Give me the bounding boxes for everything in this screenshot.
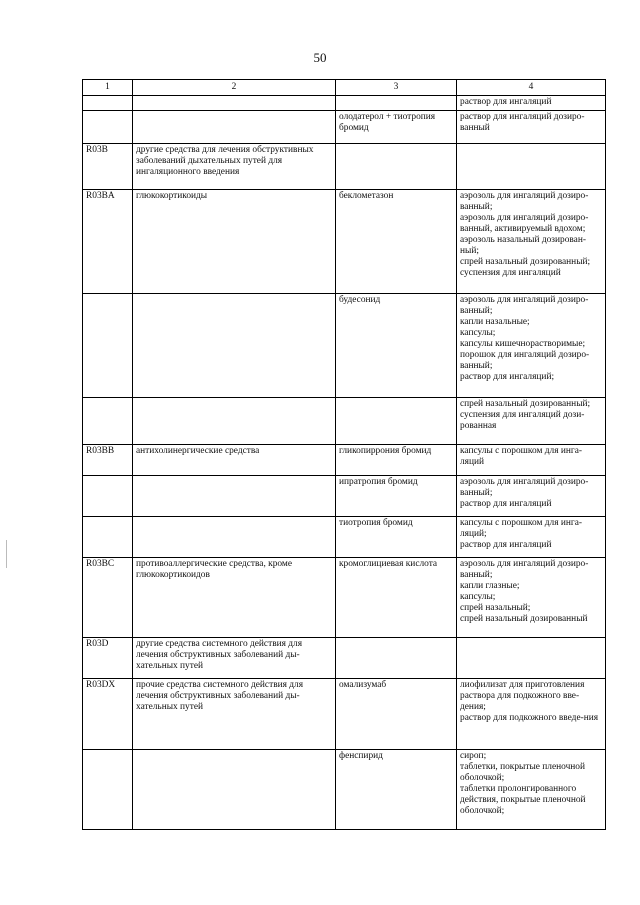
forms-cell <box>457 190 606 294</box>
table-row <box>83 476 606 517</box>
substance-cell <box>336 96 457 111</box>
form-line: капсулы с порошком для инга-ляций <box>460 446 583 467</box>
atc-code-cell <box>83 517 133 558</box>
forms-cell <box>457 111 606 144</box>
form-line: аэрозоль для ингаляций дозиро-ванный, активируемый вдохом; <box>460 213 589 234</box>
atc-code-cell <box>83 294 133 398</box>
atc-code-cell: R03BB <box>83 445 133 476</box>
forms-cell <box>457 558 606 638</box>
form-line: аэрозоль для ингаляций дозиро-ванный; <box>460 477 589 498</box>
column-header: 3 <box>336 80 457 96</box>
forms-cell <box>457 96 606 111</box>
group-cell <box>133 96 336 111</box>
substance-cell: кромоглициевая кислота <box>336 558 457 638</box>
forms-cell <box>457 750 606 830</box>
forms-cell <box>457 445 606 476</box>
group-cell: другие средства системного действия для лечения обструктивных заболеваний ды-хательных путей <box>133 638 336 679</box>
form-line: капли глазные; <box>460 581 520 591</box>
table-row <box>83 190 606 294</box>
form-line: раствор для подкожного введе-ния <box>460 713 599 723</box>
form-line: аэрозоль назальный дозирован-ный; <box>460 235 586 256</box>
column-header: 1 <box>83 80 133 96</box>
group-cell <box>133 476 336 517</box>
form-line: капсулы; <box>460 592 496 602</box>
substance-cell <box>336 638 457 679</box>
group-cell: прочие средства системного действия для лечения обструктивных заболеваний ды-хательных путей <box>133 679 336 750</box>
form-line: суспензия для ингаляций дози-рованная <box>460 410 585 431</box>
form-line: аэрозоль для ингаляций дозиро-ванный; <box>460 295 589 316</box>
table-row <box>83 445 606 476</box>
table-row <box>83 111 606 144</box>
table-row <box>83 638 606 679</box>
form-line: порошок для ингаляций дозиро-ванный; <box>460 350 590 371</box>
substance-cell: будесонид <box>336 294 457 398</box>
substance-cell: гликопиррония бромид <box>336 445 457 476</box>
forms-cell <box>457 294 606 398</box>
group-cell <box>133 517 336 558</box>
column-header: 4 <box>457 80 606 96</box>
table-row <box>83 398 606 445</box>
form-line: раствор для ингаляций дозиро-ванный <box>460 112 585 133</box>
form-line: раствор для ингаляций; <box>460 372 555 382</box>
atc-code-cell <box>83 111 133 144</box>
form-line: спрей назальный дозированный; <box>460 257 591 267</box>
table-row <box>83 750 606 830</box>
forms-cell <box>457 517 606 558</box>
forms-cell <box>457 638 606 679</box>
forms-cell <box>457 679 606 750</box>
atc-code-cell <box>83 476 133 517</box>
substance-cell: фенспирид <box>336 750 457 830</box>
substance-cell: олодатерол + тиотропия бромид <box>336 111 457 144</box>
scan-margin-mark <box>6 540 7 568</box>
form-line: таблетки пролонгированного действия, покрытые пленочной оболочкой; <box>460 784 586 816</box>
table-row <box>83 144 606 190</box>
forms-cell <box>457 398 606 445</box>
atc-code-cell: R03BC <box>83 558 133 638</box>
form-line: капли назальные; <box>460 317 530 327</box>
substance-cell <box>336 398 457 445</box>
atc-code-cell <box>83 96 133 111</box>
group-cell: глюкокортикоиды <box>133 190 336 294</box>
atc-code-cell: R03B <box>83 144 133 190</box>
form-line: раствор для ингаляций <box>460 97 552 107</box>
forms-cell <box>457 144 606 190</box>
drug-table <box>82 79 606 830</box>
table-row <box>83 294 606 398</box>
form-line: спрей назальный дозированный <box>460 614 588 624</box>
page-number: 50 <box>313 50 327 65</box>
column-header: 2 <box>133 80 336 96</box>
table-row <box>83 96 606 111</box>
atc-code-cell <box>83 750 133 830</box>
form-line: спрей назальный дозированный; <box>460 399 591 409</box>
substance-cell: ипратропия бромид <box>336 476 457 517</box>
form-line: сироп; <box>460 751 487 761</box>
group-cell: другие средства для лечения обструктивных заболеваний дыхательных путей для ингаляционного введения <box>133 144 336 190</box>
table-row <box>83 517 606 558</box>
substance-cell <box>336 144 457 190</box>
form-line: аэрозоль для ингаляций дозиро-ванный; <box>460 191 589 212</box>
group-cell: антихолинергические средства <box>133 445 336 476</box>
group-cell <box>133 750 336 830</box>
form-line: спрей назальный; <box>460 603 531 613</box>
form-line: таблетки, покрытые пленочной оболочкой; <box>460 762 586 783</box>
table-row <box>83 679 606 750</box>
form-line: аэрозоль для ингаляций дозиро-ванный; <box>460 559 589 580</box>
group-cell <box>133 398 336 445</box>
form-line: капсулы кишечнорастворимые; <box>460 339 586 349</box>
atc-code-cell: R03DX <box>83 679 133 750</box>
atc-code-cell: R03BA <box>83 190 133 294</box>
table-header-row <box>83 80 606 96</box>
form-line: капсулы; <box>460 328 496 338</box>
form-line: суспензия для ингаляций <box>460 268 561 278</box>
group-cell: противоаллергические средства, кроме глюкокортикоидов <box>133 558 336 638</box>
group-cell <box>133 111 336 144</box>
substance-cell: омализумаб <box>336 679 457 750</box>
atc-code-cell <box>83 398 133 445</box>
table-row <box>83 558 606 638</box>
form-line: лиофилизат для приготовления раствора для подкожного вве-дения; <box>460 680 585 712</box>
form-line: капсулы с порошком для инга-ляций; <box>460 518 583 539</box>
substance-cell: беклометазон <box>336 190 457 294</box>
atc-code-cell: R03D <box>83 638 133 679</box>
form-line: раствор для ингаляций <box>460 540 552 550</box>
substance-cell: тиотропия бромид <box>336 517 457 558</box>
forms-cell <box>457 476 606 517</box>
form-line: раствор для ингаляций <box>460 499 552 509</box>
group-cell <box>133 294 336 398</box>
